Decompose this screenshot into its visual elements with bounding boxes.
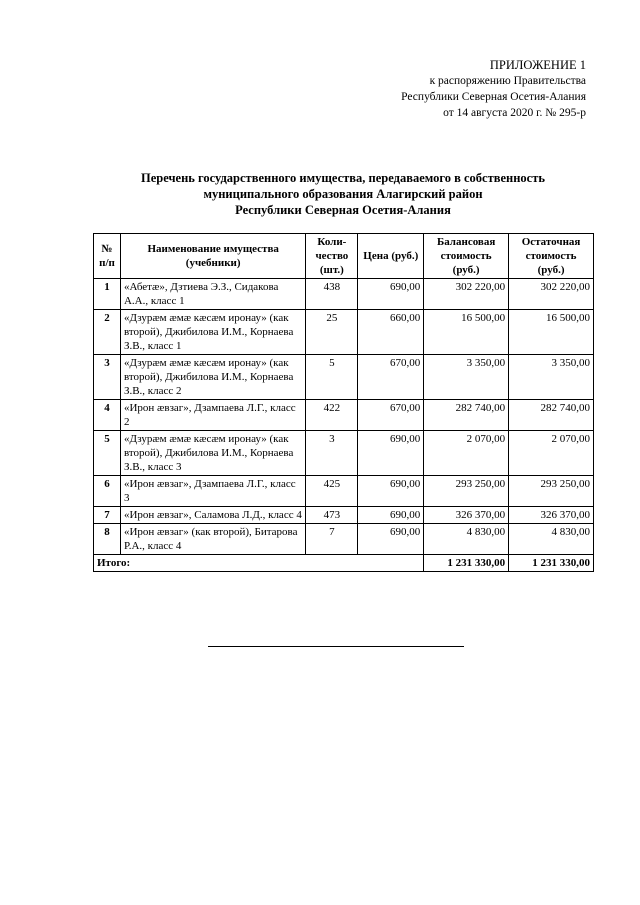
row-residual: 282 740,00	[509, 400, 594, 431]
table-header-row	[94, 234, 594, 279]
table-row	[94, 476, 594, 507]
row-qty: 473	[306, 507, 358, 524]
row-num: 6	[94, 476, 121, 507]
row-price: 660,00	[358, 310, 424, 355]
table-row	[94, 507, 594, 524]
total-row	[94, 555, 594, 572]
row-balance: 293 250,00	[424, 476, 509, 507]
header-price: Цена (руб.)	[358, 234, 424, 279]
row-balance: 282 740,00	[424, 400, 509, 431]
row-price: 690,00	[358, 524, 424, 555]
row-residual: 16 500,00	[509, 310, 594, 355]
row-qty: 438	[306, 279, 358, 310]
table-row	[94, 279, 594, 310]
row-price: 690,00	[358, 279, 424, 310]
appendix-ref-line: к распоряжению Правительства	[429, 75, 586, 87]
row-name: «Ирон æвзаг», Саламова Л.Д., класс 4	[120, 507, 305, 524]
table-row	[94, 524, 594, 555]
row-balance: 4 830,00	[424, 524, 509, 555]
row-qty: 3	[306, 431, 358, 476]
row-residual: 302 220,00	[509, 279, 594, 310]
row-name: «Ирон æвзаг» (как второй), Битарова Р.А., класс 4	[120, 524, 305, 555]
row-num: 8	[94, 524, 121, 555]
row-name: «Дзурæм æмæ кæсæм иронау» (как второй), Джибилова И.М., Корнаева З.В., класс 2	[120, 355, 305, 400]
row-residual: 293 250,00	[509, 476, 594, 507]
row-num: 7	[94, 507, 121, 524]
row-balance: 3 350,00	[424, 355, 509, 400]
property-table	[93, 233, 594, 572]
row-balance: 2 070,00	[424, 431, 509, 476]
row-name: «Ирон æвзаг», Дзампаева Л.Г., класс 2	[120, 400, 305, 431]
title-line-1: Перечень государственного имущества, передаваемого в собственность	[141, 171, 545, 185]
row-qty: 422	[306, 400, 358, 431]
row-num: 3	[94, 355, 121, 400]
appendix-header	[326, 57, 586, 121]
row-residual: 4 830,00	[509, 524, 594, 555]
header-balance: Балансовая стоимость (руб.)	[424, 234, 509, 279]
row-name: «Дзурæм æмæ кæсæм иронау» (как второй), Джибилова И.М., Корнаева З.В., класс 1	[120, 310, 305, 355]
table-row	[94, 400, 594, 431]
row-price: 670,00	[358, 355, 424, 400]
total-balance: 1 231 330,00	[424, 555, 509, 572]
title-line-3: Республики Северная Осетия-Алания	[235, 203, 451, 217]
row-balance: 326 370,00	[424, 507, 509, 524]
title-line-2: муниципального образования Алагирский район	[203, 187, 483, 201]
header-qty: Коли-чество (шт.)	[306, 234, 358, 279]
row-balance: 302 220,00	[424, 279, 509, 310]
row-residual: 2 070,00	[509, 431, 594, 476]
header-residual: Остаточная стоимость (руб.)	[509, 234, 594, 279]
row-num: 4	[94, 400, 121, 431]
row-price: 690,00	[358, 476, 424, 507]
table-row	[94, 355, 594, 400]
total-label: Итого:	[94, 555, 424, 572]
row-residual: 326 370,00	[509, 507, 594, 524]
row-qty: 5	[306, 355, 358, 400]
table-row	[94, 310, 594, 355]
total-residual: 1 231 330,00	[509, 555, 594, 572]
row-price: 690,00	[358, 431, 424, 476]
row-balance: 16 500,00	[424, 310, 509, 355]
appendix-label: ПРИЛОЖЕНИЕ 1	[489, 58, 586, 72]
separator-line	[208, 646, 464, 647]
row-num: 5	[94, 431, 121, 476]
appendix-date-line: от 14 августа 2020 г. № 295-р	[443, 107, 586, 119]
header-name: Наименование имущества (учебники)	[120, 234, 305, 279]
row-name: «Дзурæм æмæ кæсæм иронау» (как второй), Джибилова И.М., Корнаева З.В., класс 3	[120, 431, 305, 476]
row-qty: 425	[306, 476, 358, 507]
header-num: № п/п	[94, 234, 121, 279]
row-qty: 7	[306, 524, 358, 555]
row-name: «Абетæ», Дзтиева Э.З., Сидакова А.А., класс 1	[120, 279, 305, 310]
row-residual: 3 350,00	[509, 355, 594, 400]
row-price: 690,00	[358, 507, 424, 524]
row-num: 1	[94, 279, 121, 310]
row-num: 2	[94, 310, 121, 355]
table-row	[94, 431, 594, 476]
appendix-republic-line: Республики Северная Осетия-Алания	[401, 91, 586, 103]
row-price: 670,00	[358, 400, 424, 431]
row-name: «Ирон æвзаг», Дзампаева Л.Г., класс 3	[120, 476, 305, 507]
document-title	[92, 170, 594, 218]
row-qty: 25	[306, 310, 358, 355]
